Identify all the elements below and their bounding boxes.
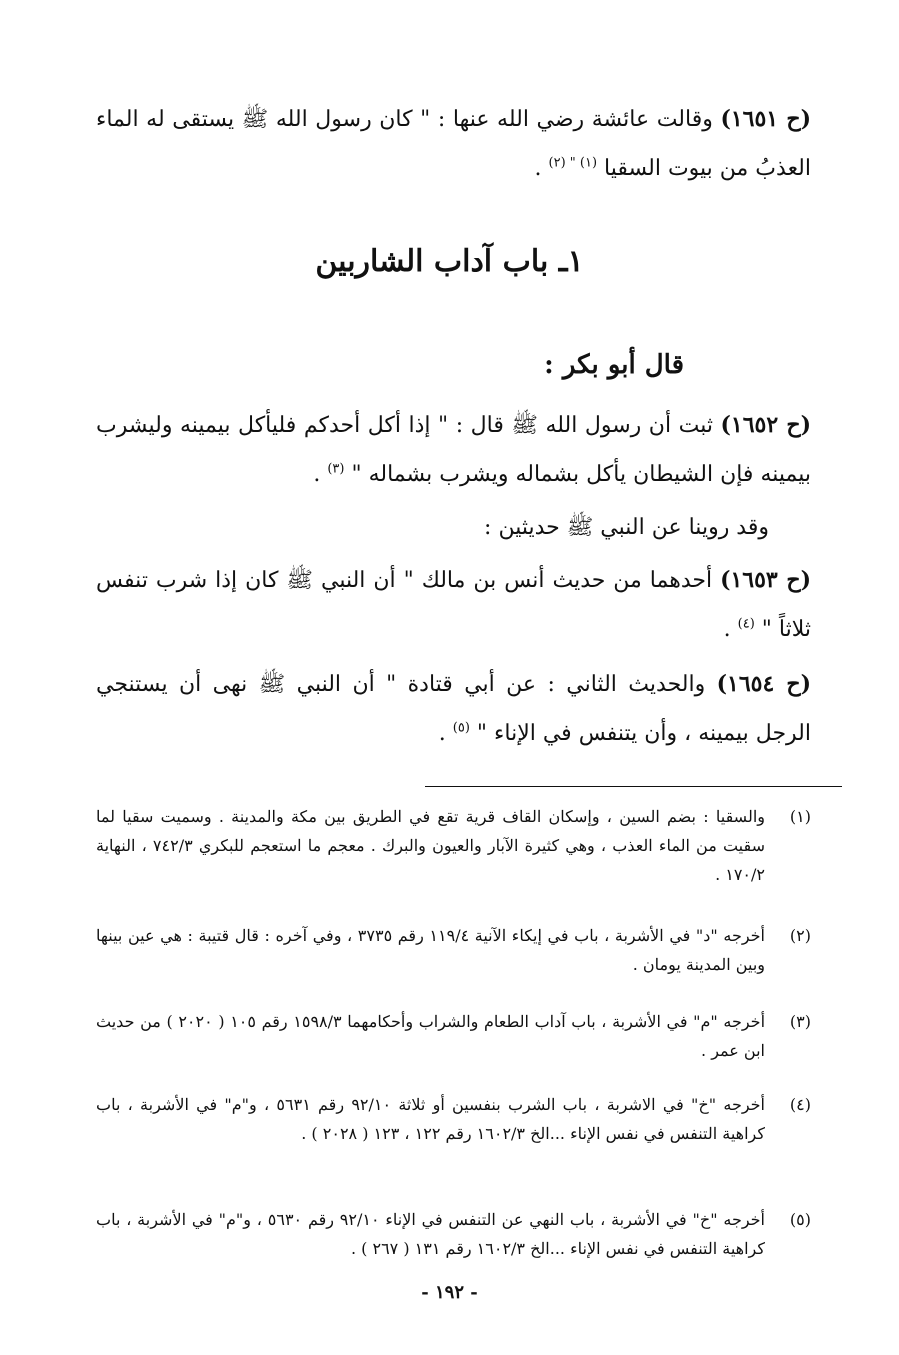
footnote-5	[96, 1205, 811, 1263]
sentence-end: .	[534, 156, 542, 181]
hadith-1651	[96, 95, 811, 193]
transition-line: وقد روينا عن النبي ﷺ حديثين :	[484, 515, 769, 540]
hadith-label: (ح ١٦٥١)	[720, 106, 811, 132]
footnote-3	[96, 1007, 811, 1065]
footnote-text: أخرجه "خ" في الاشربة ، باب الشرب بنفسين أو ثلاثة ٩٢/١٠ رقم ٥٦٣١ ، و"م" في الأشربة ، باب كراهية التنفس في نفس الإناء ...الخ ١٦٠٢/٣ رقم ١٢٢ ، ١٢٣ ( ٢٠٢٨ ) .	[96, 1095, 765, 1143]
footnote-ref: (٥)	[452, 720, 470, 736]
hadith-text: والحديث الثاني : عن أبي قتادة " أن النبي ﷺ نهى أن يستنجي الرجل بيمينه ، وأن يتنفس في الإناء "	[96, 672, 811, 746]
page-number: - ١٩٢ -	[421, 1282, 478, 1303]
footnote-separator	[425, 786, 842, 787]
footnote-4	[96, 1090, 811, 1148]
hadith-label: (ح ١٦٥٢)	[720, 412, 811, 438]
footnote-ref: (٣)	[327, 461, 345, 477]
hadith-label: (ح ١٦٥٤)	[716, 671, 811, 697]
hadith-label: (ح ١٦٥٣)	[720, 567, 811, 593]
footnote-number: (٥)	[789, 1210, 811, 1229]
footnote-number: (٣)	[789, 1012, 811, 1031]
footnote-number: (٤)	[789, 1095, 811, 1114]
footnote-number: (١)	[789, 807, 811, 826]
footnote-text: والسقيا : بضم السين ، وإسكان القاف قرية تقع في الطريق بين مكة والمدينة . وسميت سقيا لما سقيت من الماء العذب ، وهي كثيرة الآبار والعيون والبرك . معجم ما استعجم للبكري ٧٤٢/٣ ، النهاية ١٧٠/٢ .	[96, 807, 765, 884]
hadith-1652	[96, 401, 811, 499]
footnote-text: أخرجه "د" في الأشربة ، باب في إيكاء الآنية ١١٩/٤ رقم ٣٧٣٥ ، وفي آخره : قال قتيبة : هي عين بينها وبين المدينة يومان .	[96, 926, 766, 974]
footnote-ref: (٤)	[737, 616, 755, 632]
footnote-2	[96, 921, 811, 979]
hadith-1654	[96, 660, 811, 758]
lead-heading: قال أبو بكر :	[544, 350, 684, 380]
footnote-text: أخرجه "م" في الأشربة ، باب آداب الطعام والشراب وأحكامهما ١٥٩٨/٣ رقم ١٠٥ ( ٢٠٢٠ ) من حديث ابن عمر .	[96, 1012, 766, 1060]
sentence-end: .	[723, 617, 731, 642]
footnote-number: (٢)	[789, 926, 811, 945]
hadith-text: وقالت عائشة رضي الله عنها : " كان رسول الله ﷺ يستقى له الماء العذبُ من بيوت السقيا	[96, 107, 811, 181]
hadith-text: أحدهما من حديث أنس بن مالك " أن النبي ﷺ كان إذا شرب تنفس ثلاثاً "	[96, 568, 811, 642]
sentence-end: .	[313, 462, 321, 487]
footnote-1	[96, 802, 811, 889]
footnote-ref: (١) " (٢)	[548, 155, 598, 171]
chapter-title: ١ـ باب آداب الشاربين	[315, 244, 584, 279]
footnote-text: أخرجه "خ" في الأشربة ، باب النهي عن التنفس في الإناء ٩٢/١٠ رقم ٥٦٣٠ ، و"م" في الأشربة ، باب كراهية التنفس في نفس الإناء ...الخ ١٦٠٢/٣ رقم ١٣١ ( ٢٦٧ ) .	[96, 1210, 766, 1258]
sentence-end: .	[438, 721, 446, 746]
hadith-text: ثبت أن رسول الله ﷺ قال : " إذا أكل أحدكم فليأكل بيمينه وليشرب بيمينه فإن الشيطان يأكل بشماله ويشرب بشماله "	[96, 413, 811, 487]
hadith-1653	[96, 556, 811, 654]
